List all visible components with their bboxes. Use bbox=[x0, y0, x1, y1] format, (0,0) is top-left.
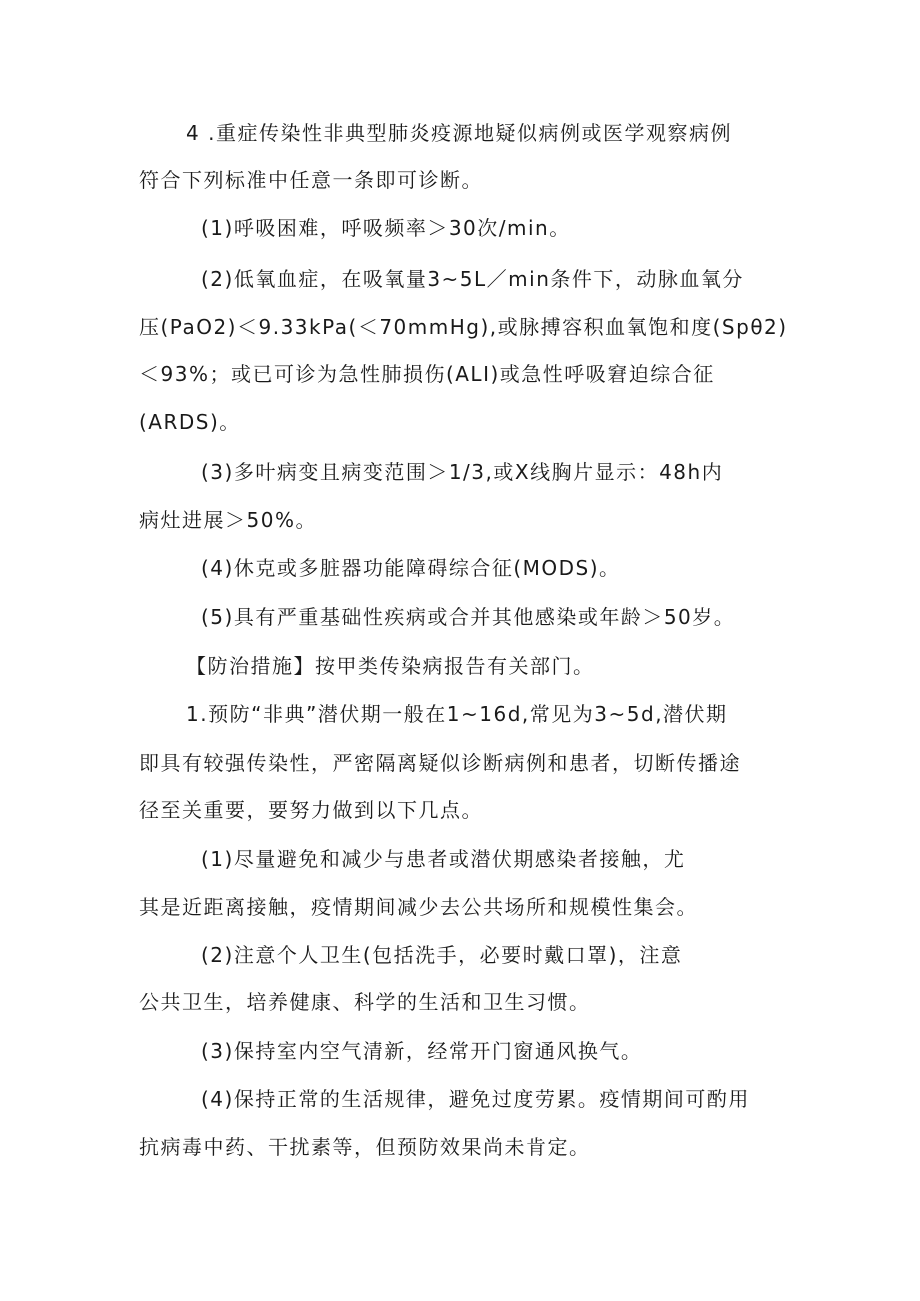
text-line: 径至关重要，要努力做到以下几点。 bbox=[139, 798, 483, 822]
text-line: (ARDS)。 bbox=[139, 410, 241, 434]
text-line: (1)呼吸困难，呼吸频率＞30次/min。 bbox=[201, 216, 571, 240]
text-line: (3)多叶病变且病变范围＞1/3,或X线胸片显示：48h内 bbox=[201, 460, 724, 484]
text-line: 抗病毒中药、干扰素等，但预防效果尚未肯定。 bbox=[139, 1135, 591, 1159]
text-line: 符合下列标准中任意一条即可诊断。 bbox=[139, 168, 483, 192]
text-line: (4)休克或多脏器功能障碍综合征(MODS)。 bbox=[201, 556, 621, 580]
text-line: 其是近距离接触，疫情期间减少去公共场所和规模性集会。 bbox=[139, 895, 698, 919]
text-line: (4)保持正常的生活规律，避免过度劳累。疫情期间可酌用 bbox=[201, 1087, 750, 1111]
text-line: (3)保持室内空气清新，经常开门窗通风换气。 bbox=[201, 1039, 643, 1063]
text-line: (5)具有严重基础性疾病或合并其他感染或年龄＞50岁。 bbox=[201, 605, 736, 629]
text-line: 即具有较强传染性，严密隔离疑似诊断病例和患者，切断传播途 bbox=[139, 751, 741, 775]
text-line: ＜93%；或已可诊为急性肺损伤(ALI)或急性呼吸窘迫综合征 bbox=[139, 362, 715, 386]
text-line: 4 .重症传染性非典型肺炎疫源地疑似病例或医学观察病例 bbox=[186, 121, 732, 145]
text-line: 1.预防“非典”潜伏期一般在1~16d,常见为3~5d,潜伏期 bbox=[186, 702, 728, 726]
text-line: 【防治措施】按甲类传染病报告有关部门。 bbox=[186, 654, 595, 678]
text-line: (2)低氧血症，在吸氧量3~5L／min条件下，动脉血氧分 bbox=[201, 267, 744, 291]
text-line: (1)尽量避免和减少与患者或潜伏期感染者接触，尤 bbox=[201, 847, 686, 871]
text-line: (2)注意个人卫生(包括洗手，必要时戴口罩)，注意 bbox=[201, 943, 683, 967]
text-line: 公共卫生，培养健康、科学的生活和卫生习惯。 bbox=[139, 990, 591, 1014]
text-line: 病灶进展＞50%。 bbox=[139, 508, 317, 532]
text-line: 压(PaO2)＜9.33kPa(＜70mmHg),或脉搏容积血氧饱和度(Spθ2) bbox=[139, 315, 788, 339]
